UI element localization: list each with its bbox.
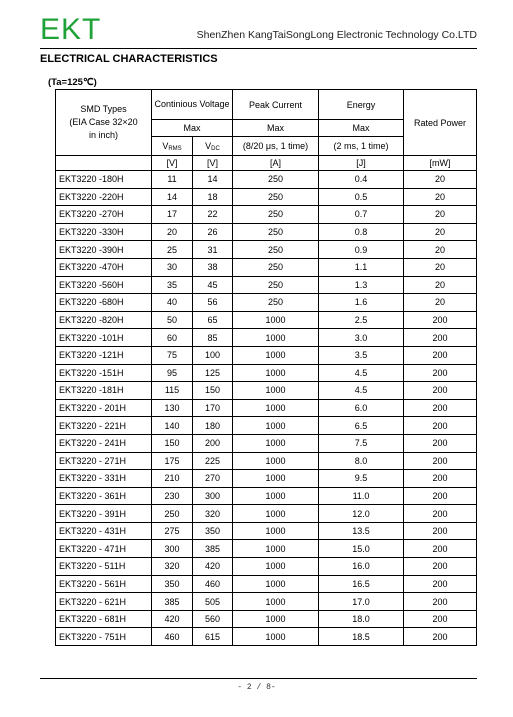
table-row	[56, 171, 477, 189]
cell-vdc: 56	[193, 294, 233, 312]
cell-part-number: EKT3220 - 221H	[56, 417, 152, 435]
cell-energy: 4.5	[319, 382, 404, 400]
cell-part-number: EKT3220 -220H	[56, 188, 152, 206]
cell-rated-power: 20	[404, 294, 477, 312]
cell-energy: 0.5	[319, 188, 404, 206]
unit-energy: [J]	[319, 156, 404, 171]
cell-rated-power: 200	[404, 505, 477, 523]
cell-energy: 3.5	[319, 346, 404, 364]
cell-vdc: 38	[193, 258, 233, 276]
cell-rated-power: 200	[404, 522, 477, 540]
cell-vrms: 20	[152, 223, 193, 241]
cell-rated-power: 20	[404, 276, 477, 294]
cell-part-number: EKT3220 -470H	[56, 258, 152, 276]
vrms-header	[152, 137, 193, 156]
cell-vrms: 11	[152, 171, 193, 189]
cell-vrms: 60	[152, 329, 193, 347]
cell-rated-power: 20	[404, 223, 477, 241]
cell-part-number: EKT3220 - 331H	[56, 470, 152, 488]
cell-peak-current: 250	[233, 223, 319, 241]
table-row	[56, 558, 477, 576]
cell-peak-current: 1000	[233, 329, 319, 347]
cell-vrms: 385	[152, 593, 193, 611]
cell-vdc: 100	[193, 346, 233, 364]
table-row	[56, 628, 477, 646]
cell-rated-power: 200	[404, 329, 477, 347]
table-row	[56, 399, 477, 417]
cell-part-number: EKT3220 -151H	[56, 364, 152, 382]
peak-max: Max	[233, 120, 319, 137]
cell-energy: 9.5	[319, 470, 404, 488]
cell-part-number: EKT3220 - 241H	[56, 434, 152, 452]
cell-energy: 0.4	[319, 171, 404, 189]
cell-peak-current: 1000	[233, 364, 319, 382]
energy-condition: (2 ms, 1 time)	[319, 137, 404, 156]
table-row	[56, 593, 477, 611]
table-row	[56, 206, 477, 224]
cell-energy: 15.0	[319, 540, 404, 558]
cell-vrms: 150	[152, 434, 193, 452]
cell-vrms: 75	[152, 346, 193, 364]
cell-energy: 11.0	[319, 487, 404, 505]
cell-part-number: EKT3220 -390H	[56, 241, 152, 259]
cell-peak-current: 250	[233, 276, 319, 294]
cell-energy: 1.3	[319, 276, 404, 294]
cell-energy: 6.0	[319, 399, 404, 417]
cell-part-number: EKT3220 - 271H	[56, 452, 152, 470]
cell-peak-current: 1000	[233, 522, 319, 540]
cell-part-number: EKT3220 - 361H	[56, 487, 152, 505]
cell-part-number: EKT3220 - 511H	[56, 558, 152, 576]
cell-rated-power: 200	[404, 540, 477, 558]
voltage-max: Max	[152, 120, 233, 137]
table-row	[56, 522, 477, 540]
section-title: ELECTRICAL CHARACTERISTICS	[40, 53, 218, 65]
cell-part-number: EKT3220 -270H	[56, 206, 152, 224]
electrical-characteristics-table	[55, 89, 477, 646]
cell-vrms: 25	[152, 241, 193, 259]
cell-vdc: 460	[193, 575, 233, 593]
cell-vdc: 26	[193, 223, 233, 241]
table-row	[56, 540, 477, 558]
table-row	[56, 487, 477, 505]
table-row	[56, 311, 477, 329]
table-row	[56, 364, 477, 382]
table-row	[56, 417, 477, 435]
cell-vdc: 200	[193, 434, 233, 452]
energy-header: Energy	[319, 90, 404, 120]
cell-peak-current: 1000	[233, 470, 319, 488]
energy-max: Max	[319, 120, 404, 137]
cell-peak-current: 1000	[233, 452, 319, 470]
cell-energy: 1.1	[319, 258, 404, 276]
cell-peak-current: 250	[233, 241, 319, 259]
cell-vdc: 170	[193, 399, 233, 417]
cell-vrms: 300	[152, 540, 193, 558]
cell-vdc: 300	[193, 487, 233, 505]
cell-rated-power: 200	[404, 487, 477, 505]
vdc-subscript: DC	[211, 145, 220, 152]
cell-energy: 4.5	[319, 364, 404, 382]
cell-rated-power: 20	[404, 188, 477, 206]
cell-vrms: 175	[152, 452, 193, 470]
cell-vrms: 350	[152, 575, 193, 593]
cell-peak-current: 1000	[233, 593, 319, 611]
cell-energy: 16.0	[319, 558, 404, 576]
cell-energy: 18.0	[319, 610, 404, 628]
cell-part-number: EKT3220 -820H	[56, 311, 152, 329]
cell-vdc: 385	[193, 540, 233, 558]
cell-part-number: EKT3220 - 471H	[56, 540, 152, 558]
cell-peak-current: 250	[233, 171, 319, 189]
cell-vrms: 460	[152, 628, 193, 646]
cell-vdc: 22	[193, 206, 233, 224]
cell-vdc: 420	[193, 558, 233, 576]
cell-peak-current: 1000	[233, 558, 319, 576]
table-row	[56, 382, 477, 400]
cell-vdc: 85	[193, 329, 233, 347]
cell-part-number: EKT3220 - 621H	[56, 593, 152, 611]
cell-peak-current: 250	[233, 258, 319, 276]
cell-peak-current: 1000	[233, 434, 319, 452]
cell-peak-current: 1000	[233, 505, 319, 523]
cell-peak-current: 1000	[233, 417, 319, 435]
cell-rated-power: 200	[404, 364, 477, 382]
table-row	[56, 470, 477, 488]
cell-vdc: 65	[193, 311, 233, 329]
cell-peak-current: 1000	[233, 382, 319, 400]
vrms-symbol: V	[162, 140, 169, 151]
voltage-header: Continious Voltage	[152, 90, 233, 120]
cell-energy: 0.7	[319, 206, 404, 224]
cell-vrms: 17	[152, 206, 193, 224]
cell-energy: 16.5	[319, 575, 404, 593]
cell-energy: 0.9	[319, 241, 404, 259]
cell-rated-power: 200	[404, 628, 477, 646]
cell-vrms: 140	[152, 417, 193, 435]
cell-peak-current: 1000	[233, 610, 319, 628]
cell-peak-current: 250	[233, 206, 319, 224]
cell-vdc: 180	[193, 417, 233, 435]
cell-vdc: 150	[193, 382, 233, 400]
table-row	[56, 505, 477, 523]
cell-vrms: 14	[152, 188, 193, 206]
cell-peak-current: 1000	[233, 628, 319, 646]
cell-part-number: EKT3220 -180H	[56, 171, 152, 189]
cell-vrms: 230	[152, 487, 193, 505]
cell-part-number: EKT3220 - 561H	[56, 575, 152, 593]
types-header-line3: in inch)	[88, 130, 118, 140]
cell-energy: 12.0	[319, 505, 404, 523]
cell-energy: 2.5	[319, 311, 404, 329]
peak-current-header: Peak Current	[233, 90, 319, 120]
table-row	[56, 241, 477, 259]
footer-divider	[40, 678, 477, 679]
table-row	[56, 188, 477, 206]
cell-peak-current: 250	[233, 294, 319, 312]
unit-vrms: [V]	[152, 156, 193, 171]
cell-part-number: EKT3220 - 431H	[56, 522, 152, 540]
cell-part-number: EKT3220 - 751H	[56, 628, 152, 646]
cell-rated-power: 200	[404, 610, 477, 628]
vdc-symbol: V	[205, 140, 212, 151]
cell-rated-power: 20	[404, 171, 477, 189]
table-row	[56, 329, 477, 347]
types-header-line2: (EIA Case 32×20	[69, 117, 138, 127]
cell-rated-power: 20	[404, 241, 477, 259]
cell-rated-power: 200	[404, 382, 477, 400]
cell-rated-power: 200	[404, 417, 477, 435]
cell-vdc: 14	[193, 171, 233, 189]
cell-vdc: 505	[193, 593, 233, 611]
cell-part-number: EKT3220 -560H	[56, 276, 152, 294]
cell-vdc: 125	[193, 364, 233, 382]
cell-rated-power: 200	[404, 470, 477, 488]
vdc-header	[193, 137, 233, 156]
cell-part-number: EKT3220 -680H	[56, 294, 152, 312]
cell-energy: 7.5	[319, 434, 404, 452]
cell-rated-power: 20	[404, 206, 477, 224]
cell-energy: 6.5	[319, 417, 404, 435]
cell-peak-current: 1000	[233, 540, 319, 558]
cell-vrms: 130	[152, 399, 193, 417]
cell-part-number: EKT3220 -101H	[56, 329, 152, 347]
vrms-subscript: RMS	[168, 145, 182, 152]
table-row	[56, 223, 477, 241]
cell-vdc: 615	[193, 628, 233, 646]
cell-energy: 8.0	[319, 452, 404, 470]
cell-peak-current: 1000	[233, 346, 319, 364]
types-header	[56, 90, 152, 156]
cell-rated-power: 20	[404, 258, 477, 276]
cell-part-number: EKT3220 - 681H	[56, 610, 152, 628]
cell-vdc: 350	[193, 522, 233, 540]
company-name: ShenZhen KangTaiSongLong Electronic Technology Co.LTD	[196, 29, 477, 41]
types-header-line1: SMD Types	[80, 104, 127, 114]
cell-vdc: 320	[193, 505, 233, 523]
cell-energy: 1.6	[319, 294, 404, 312]
cell-energy: 17.0	[319, 593, 404, 611]
table-row	[56, 258, 477, 276]
cell-vdc: 560	[193, 610, 233, 628]
cell-vdc: 18	[193, 188, 233, 206]
cell-rated-power: 200	[404, 399, 477, 417]
table-body	[56, 171, 477, 646]
cell-vrms: 275	[152, 522, 193, 540]
cell-vdc: 45	[193, 276, 233, 294]
cell-peak-current: 1000	[233, 487, 319, 505]
page-header	[40, 14, 477, 49]
cell-energy: 13.5	[319, 522, 404, 540]
cell-part-number: EKT3220 -181H	[56, 382, 152, 400]
unit-power: [mW]	[404, 156, 477, 171]
table-row	[56, 346, 477, 364]
rated-power-header: Rated Power	[404, 90, 477, 156]
cell-vrms: 40	[152, 294, 193, 312]
table-row	[56, 276, 477, 294]
cell-rated-power: 200	[404, 346, 477, 364]
table-row	[56, 294, 477, 312]
cell-vdc: 31	[193, 241, 233, 259]
unit-vdc: [V]	[193, 156, 233, 171]
cell-part-number: EKT3220 - 201H	[56, 399, 152, 417]
cell-rated-power: 200	[404, 311, 477, 329]
company-logo: EKT	[40, 13, 102, 46]
cell-part-number: EKT3220 -121H	[56, 346, 152, 364]
cell-vrms: 250	[152, 505, 193, 523]
cell-peak-current: 250	[233, 188, 319, 206]
cell-vrms: 30	[152, 258, 193, 276]
units-blank	[56, 156, 152, 171]
cell-energy: 18.5	[319, 628, 404, 646]
peak-condition: (8/20 μs, 1 time)	[233, 137, 319, 156]
cell-peak-current: 1000	[233, 311, 319, 329]
cell-energy: 3.0	[319, 329, 404, 347]
page-number: - 2 / 8-	[237, 683, 276, 692]
cell-peak-current: 1000	[233, 399, 319, 417]
cell-rated-power: 200	[404, 558, 477, 576]
cell-vdc: 225	[193, 452, 233, 470]
test-condition: (Ta=125℃)	[48, 77, 97, 88]
cell-vrms: 95	[152, 364, 193, 382]
cell-vrms: 210	[152, 470, 193, 488]
cell-rated-power: 200	[404, 434, 477, 452]
cell-rated-power: 200	[404, 593, 477, 611]
table-row	[56, 452, 477, 470]
table-row	[56, 434, 477, 452]
cell-energy: 0.8	[319, 223, 404, 241]
cell-vrms: 115	[152, 382, 193, 400]
cell-vrms: 35	[152, 276, 193, 294]
cell-vrms: 420	[152, 610, 193, 628]
cell-rated-power: 200	[404, 575, 477, 593]
unit-peak: [A]	[233, 156, 319, 171]
cell-vrms: 50	[152, 311, 193, 329]
cell-part-number: EKT3220 - 391H	[56, 505, 152, 523]
cell-part-number: EKT3220 -330H	[56, 223, 152, 241]
cell-vdc: 270	[193, 470, 233, 488]
cell-vrms: 320	[152, 558, 193, 576]
cell-peak-current: 1000	[233, 575, 319, 593]
table-row	[56, 575, 477, 593]
cell-rated-power: 200	[404, 452, 477, 470]
table-row	[56, 610, 477, 628]
